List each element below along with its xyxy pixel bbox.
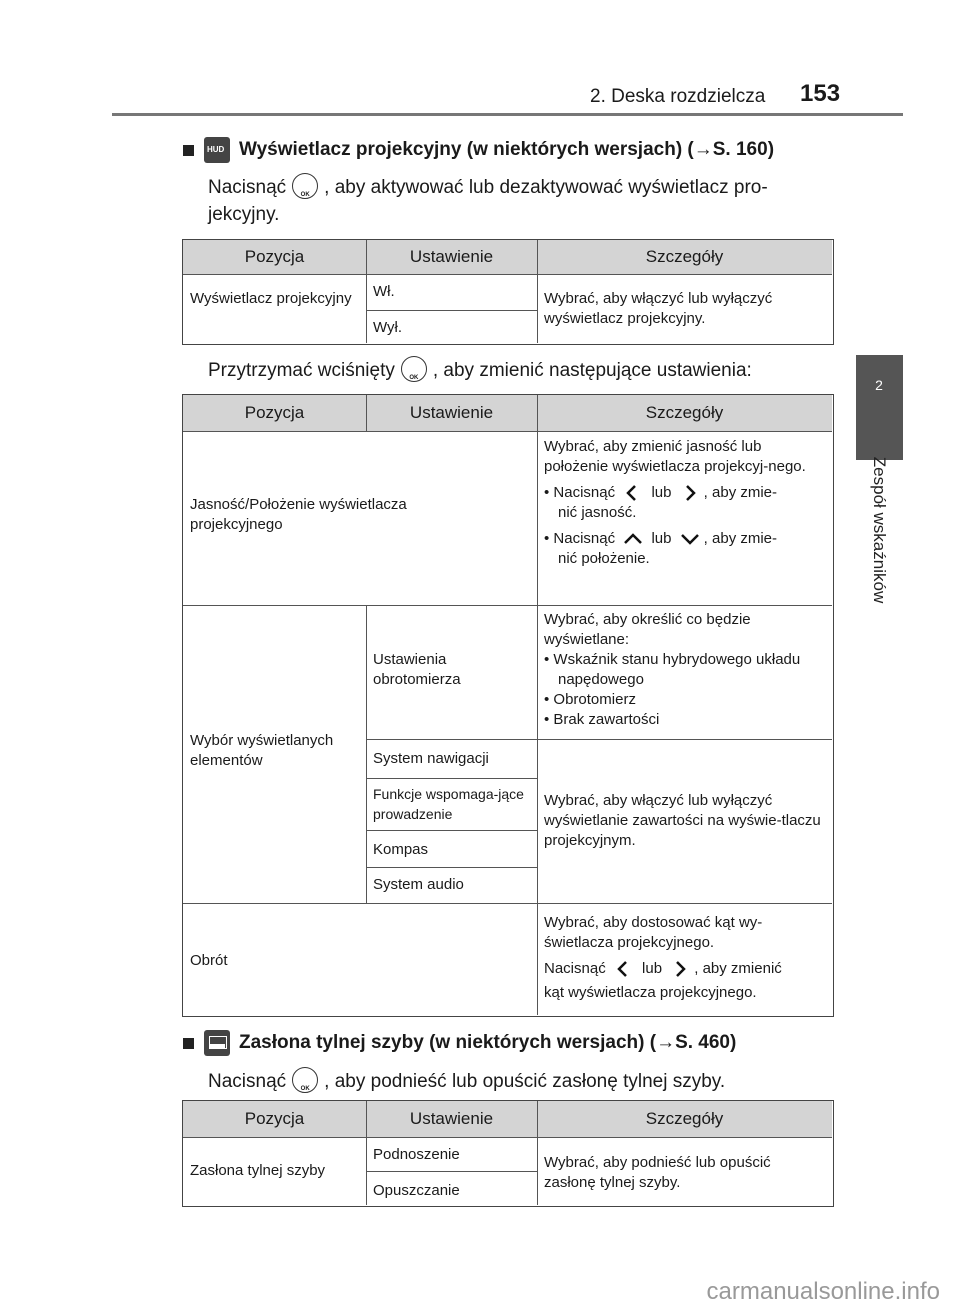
column-header: Szczegóły	[645, 1109, 724, 1128]
setting-cell: Podnoszenie	[373, 1146, 460, 1163]
detail-cell: Wybrać, aby dostosować kąt wy-świetlacza projekcyjnego. Nacisnąć lub , aby zmienić kąt wyświetlacza projekcyjnego.	[544, 914, 782, 1002]
chevron-left-icon	[619, 483, 647, 503]
section-title: Zasłona tylnej szyby (w niektórych wersjach) (→S. 460)	[239, 1032, 737, 1053]
setting-cell: Wł.	[373, 283, 395, 300]
chevron-up-icon	[619, 529, 647, 549]
setting-cell: System audio	[373, 876, 464, 893]
column-header: Pozycja	[244, 1109, 305, 1128]
item-cell: Wybór wyświetlanych elementów	[190, 732, 334, 769]
chapter-tab-number: 2	[875, 377, 883, 393]
section-heading-shade	[183, 1030, 736, 1056]
setting-cell: Ustawienia obrotomierza	[373, 651, 461, 688]
bullet-square-icon	[183, 145, 194, 156]
column-header: Szczegóły	[645, 247, 724, 266]
watermark: carmanualsonline.info	[706, 1278, 940, 1305]
shade-paragraph: NacisnąćOK , aby podnieść lub opuścić zasłonę tylnej szyby.	[208, 1068, 833, 1095]
chapter-tab-label: Zespół wskaźników	[870, 456, 889, 604]
setting-cell: Opuszczanie	[373, 1182, 460, 1199]
column-header: Pozycja	[244, 403, 305, 422]
hud-toggle-table	[182, 239, 834, 345]
chapter-title: 2. Deska rozdzielcza	[590, 86, 766, 107]
intro-paragraph: NacisnąćOK , aby aktywować lub dezaktywować wyświetlacz pro- jekcyjny.	[208, 174, 833, 228]
chevron-down-icon	[676, 529, 704, 549]
hud-settings-table	[182, 394, 834, 1017]
setting-cell: Kompas	[373, 841, 429, 858]
detail-cell: Wybrać, aby podnieść lub opuścić zasłonę tylnej szyby.	[544, 1154, 771, 1191]
item-cell: Zasłona tylnej szyby	[190, 1162, 326, 1179]
setting-cell: Wył.	[373, 319, 403, 336]
column-header: Ustawienie	[409, 247, 494, 266]
item-cell: Wyświetlacz projekcyjny	[190, 290, 352, 307]
item-cell: Obrót	[190, 952, 228, 969]
bullet-square-icon	[183, 1038, 194, 1049]
section-title: Wyświetlacz projekcyjny (w niektórych wersjach) (→S. 160)	[239, 139, 775, 160]
chevron-right-icon	[676, 483, 704, 503]
chevron-right-icon	[666, 959, 694, 979]
hold-paragraph: Przytrzymać wciśniętyOK , aby zmienić następujące ustawienia:	[208, 357, 833, 384]
setting-cell: System nawigacji	[373, 750, 489, 767]
page-number: 153	[800, 80, 841, 107]
section-heading-hud	[183, 137, 774, 163]
setting-cell: Funkcje wspomaga-jące prowadzenie	[373, 786, 524, 822]
detail-cell: Wybrać, aby włączyć lub wyłączyć wyświetlacz projekcyjny.	[544, 290, 773, 327]
ok-button-icon	[292, 1067, 318, 1093]
chapter-side-tab	[856, 355, 903, 460]
rear-sunshade-icon	[204, 1030, 230, 1056]
header-rule	[112, 113, 903, 116]
rear-shade-table	[182, 1100, 834, 1207]
ok-button-icon	[292, 173, 318, 199]
column-header: Pozycja	[183, 247, 366, 267]
hud-icon: HUD	[204, 137, 230, 163]
detail-cell: Wybrać, aby włączyć lub wyłączyć wyświetlanie zawartości na wyświe-tlaczu projekcyjnym.	[544, 792, 821, 849]
detail-cell: Wybrać, aby określić co będzie wyświetlane: • Wskaźnik stanu hybrydowego układu napędowego • Obrotomierz • Brak zawartości	[544, 611, 801, 728]
detail-cell: Wybrać, aby zmienić jasność lub położenie wyświetlacza projekcyj-nego. • Nacisnąć lub , aby zmie- nić jasność. • Nacisnąć lub , aby zmie- nić położenie.	[544, 438, 806, 568]
column-header: Ustawienie	[409, 1109, 494, 1128]
column-header: Szczegóły	[645, 403, 724, 422]
chevron-left-icon	[610, 959, 638, 979]
item-cell: Jasność/Położenie wyświetlacza projekcyjnego	[190, 496, 407, 533]
ok-button-icon	[401, 356, 427, 382]
column-header: Ustawienie	[409, 403, 494, 422]
